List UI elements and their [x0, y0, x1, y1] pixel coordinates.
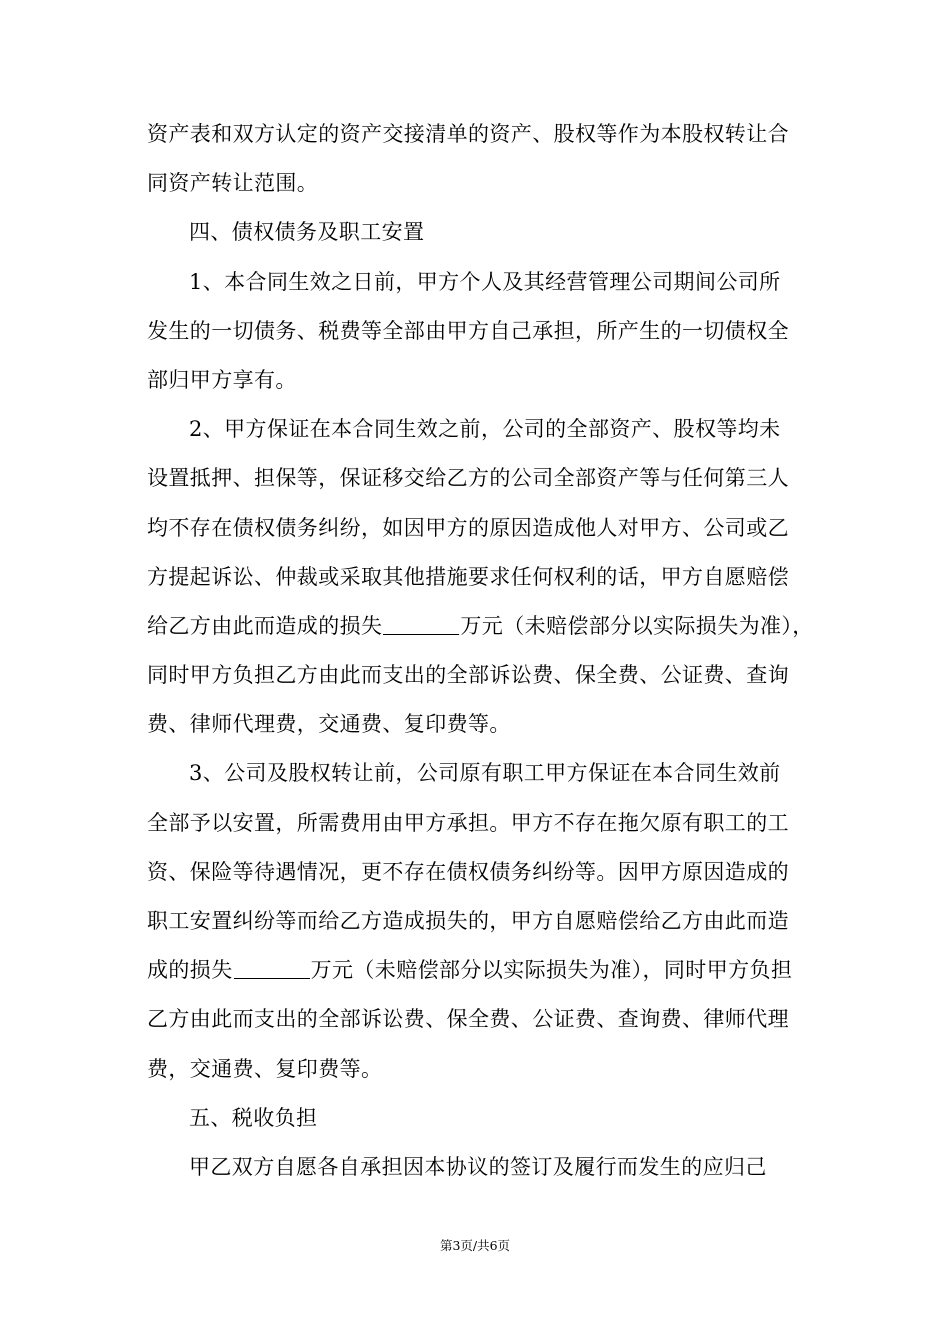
text-fragment: 给乙方由此而造成的损失	[147, 613, 383, 638]
text-line: 发生的一切债务、税费等全部由甲方自己承担，所产生的一切债权全	[147, 318, 789, 343]
text-line: 资产表和双方认定的资产交接清单的资产、股权等作为本股权转让合	[147, 122, 789, 146]
text-line: 均不存在债权债务纠纷，如因甲方的原因造成他人对甲方、公司或乙	[147, 515, 789, 540]
text-line: 部归甲方享有。	[147, 367, 297, 392]
section-heading: 四、债权债务及职工安置	[189, 220, 425, 245]
fill-in-blank	[234, 956, 310, 979]
text-line: 同时甲方负担乙方由此而支出的全部诉讼费、保全费、公证费、查询	[147, 663, 789, 688]
text-line: 资、保险等待遇情况，更不存在债权债务纠纷等。因甲方原因造成的	[147, 859, 789, 884]
text-fragment: 万元（未赔偿部分以实际损失为准），同时甲方负担	[310, 958, 793, 983]
document-body	[147, 110, 817, 1192]
text-line: 职工安置纠纷等而给乙方造成损失的，甲方自愿赔偿给乙方由此而造	[147, 909, 789, 933]
text-line: 1、本合同生效之日前，甲方个人及其经营管理公司期间公司所	[189, 269, 781, 294]
text-line-with-blank	[147, 946, 817, 995]
text-line: 全部予以安置，所需费用由甲方承担。甲方不存在拖欠原有职工的工	[147, 810, 789, 835]
section-heading: 五、税收负担	[189, 1105, 318, 1130]
text-line: 费、律师代理费，交通费、复印费等。	[147, 712, 511, 737]
text-line: 方提起诉讼、仲裁或采取其他措施要求任何权利的话，甲方自愿赔偿	[147, 564, 789, 589]
text-fragment: 万元（未赔偿部分以实际损失为准），	[460, 613, 814, 638]
text-line-with-blank	[147, 602, 817, 651]
text-line: 费，交通费、复印费等。	[147, 1056, 383, 1081]
text-fragment: 成的损失	[147, 958, 233, 983]
text-line: 设置抵押、担保等，保证移交给乙方的公司全部资产等与任何第三人	[147, 466, 789, 491]
text-line: 同资产转让范围。	[147, 171, 319, 196]
page-number-footer: 第3页/共6页	[439, 1238, 511, 1253]
text-line: 乙方由此而支出的全部诉讼费、保全费、公证费、查询费、律师代理	[147, 1007, 789, 1032]
fill-in-blank	[383, 612, 459, 635]
text-line: 甲乙双方自愿各自承担因本协议的签订及履行而发生的应归己	[189, 1154, 767, 1179]
text-line: 2、甲方保证在本合同生效之前，公司的全部资产、股权等均未	[189, 417, 781, 442]
text-line: 3、公司及股权转让前，公司原有职工甲方保证在本合同生效前	[189, 761, 781, 786]
